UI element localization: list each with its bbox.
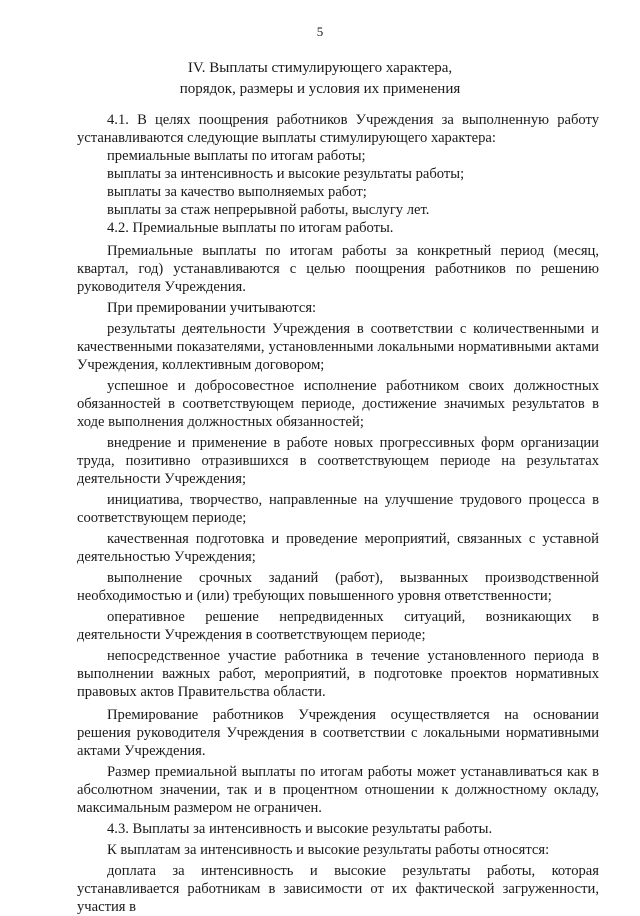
list-item-intensity: выплаты за интенсивность и высокие результаты работы;	[107, 166, 465, 182]
paragraph-4-3-title: 4.3. Выплаты за интенсивность и высокие результаты работы.	[107, 821, 493, 837]
section-heading-line-2: порядок, размеры и условия их применения	[179, 81, 461, 97]
paragraph-4-3-allowance: доплата за интенсивность и высокие результаты работы, которая устанавливается работникам в зависимости от их фактической загруженности, участия в	[77, 863, 599, 915]
document-body	[77, 111, 599, 916]
list-item-quality: выплаты за качество выполняемых работ;	[107, 184, 367, 200]
criterion-duties: успешное и добросовестное исполнение работником своих должностных обязанностей в соответствующем периоде, достижение значимых результатов в ходе выполнения должностных обязанностей;	[77, 378, 599, 430]
criterion-results: результаты деятельности Учреждения в соответствии с количественными и качественными показателями, установленными локальными нормативными актами Учреждения, коллективным договором;	[77, 321, 599, 373]
page-number: 5	[316, 24, 324, 39]
criterion-initiative: инициатива, творчество, направленные на улучшение трудового процесса в соответствующем периоде;	[77, 492, 599, 526]
list-item-premium: премиальные выплаты по итогам работы;	[107, 148, 366, 164]
paragraph-premium-basis: Премирование работников Учреждения осуществляется на основании решения руководителя Учреждения в соответствии с локальными нормативными актами Учреждения.	[77, 707, 599, 759]
paragraph-4-2-title: 4.2. Премиальные выплаты по итогам работы.	[107, 220, 394, 236]
list-item-seniority: выплаты за стаж непрерывной работы, выслугу лет.	[107, 202, 430, 218]
section-heading	[60, 58, 580, 100]
paragraph-4-3-intro: К выплатам за интенсивность и высокие результаты работы относятся:	[107, 842, 550, 858]
criterion-innovation: внедрение и применение в работе новых прогрессивных форм организации труда, позитивно отразившихся в соответствующем периоде на результатах деятельности Учреждения;	[77, 435, 599, 487]
criterion-operative: оперативное решение непредвиденных ситуаций, возникающих в деятельности Учреждения в соответствующем периоде;	[77, 609, 599, 643]
section-heading-line-1: IV. Выплаты стимулирующего характера,	[187, 60, 453, 76]
paragraph-premium-period: Премиальные выплаты по итогам работы за конкретный период (месяц, квартал, год) устанавливаются с целью поощрения работников по решению руководителя Учреждения.	[77, 243, 599, 295]
paragraph-considered: При премировании учитываются:	[107, 300, 317, 316]
paragraph-premium-size: Размер премиальной выплаты по итогам работы может устанавливаться как в абсолютном значении, так и в процентном отношении к должностному окладу, максимальным размером не ограничен.	[77, 764, 599, 816]
paragraph-4-1: 4.1. В целях поощрения работников Учреждения за выполненную работу устанавливаются следующие выплаты стимулирующего характера:	[77, 112, 599, 146]
criterion-urgent-tasks: выполнение срочных заданий (работ), вызванных производственной необходимостью и (или) требующих повышенного уровня ответственности;	[77, 570, 599, 604]
criterion-events: качественная подготовка и проведение мероприятий, связанных с уставной деятельностью Учреждения;	[77, 531, 599, 565]
criterion-participation: непосредственное участие работника в течение установленного периода в выполнении важных работ, мероприятий, в подготовке проектов нормативных правовых актов Правительства области.	[77, 648, 599, 700]
